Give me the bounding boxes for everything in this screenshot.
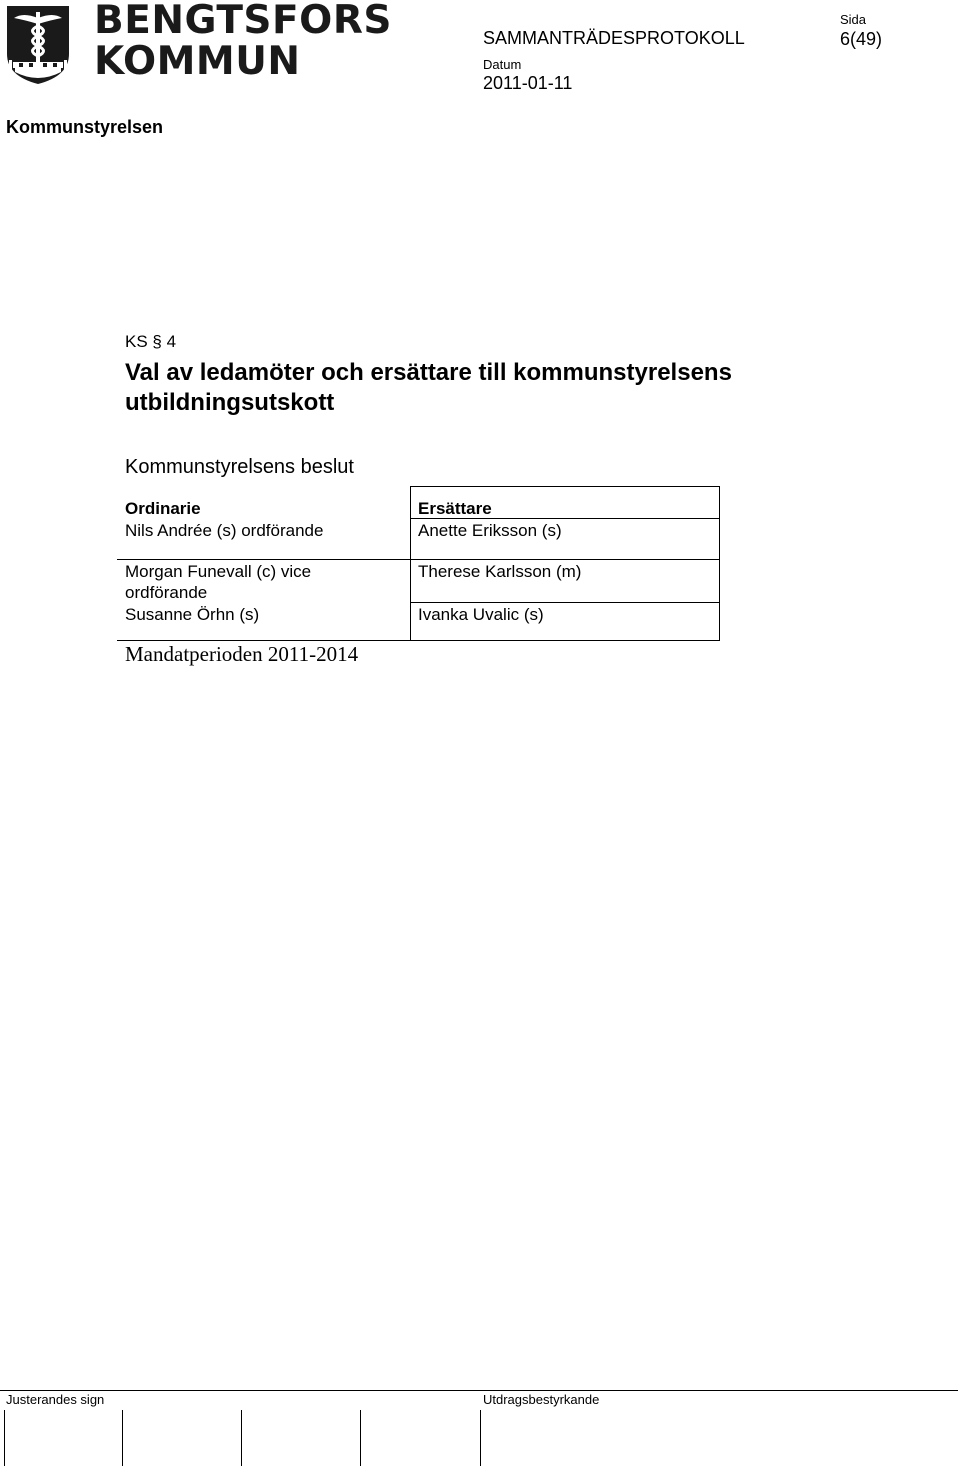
document-type: SAMMANTRÄDESPROTOKOLL [483,28,745,48]
agenda-item-title [125,358,825,418]
table-cell-ordinary-2: Morgan Funevall (c) vice [125,562,312,581]
table-cell-ordinary-2-cont: ordförande [125,583,208,602]
agenda-item-title-line2: utbildningsutskott [125,389,335,416]
agenda-item-title-line1: Val av ledamöter och ersättare till kommunstyrelsens [125,359,732,386]
table-cell-substitute-1: Anette Eriksson (s) [418,521,562,540]
municipality-name [94,0,392,82]
page-number: 6(49) [840,29,883,49]
column-header-substitute: Ersättare [418,499,492,518]
signature-box-divider [241,1410,242,1466]
meeting-date: 2011-01-11 [483,73,573,93]
table-border-top [410,486,720,487]
governing-body: Kommunstyrelsen [6,117,164,137]
decision-heading: Kommunstyrelsens beslut [125,456,354,478]
table-cell-ordinary-3: Susanne Örhn (s) [125,605,260,624]
extract-certification-label: Utdragsbestyrkande [483,1392,600,1407]
municipality-name-line1: BENGTSFORS [94,0,392,43]
table-border-row1 [117,559,720,560]
adjuster-signature-label: Justerandes sign [6,1392,105,1407]
table-border-bottom [117,640,720,641]
table-cell-substitute-3: Ivanka Uvalic (s) [418,605,544,624]
signature-box-divider [360,1410,361,1466]
table-border-right [719,486,720,641]
signature-box-divider [122,1410,123,1466]
table-cell-ordinary-1: Nils Andrée (s) ordförande [125,521,324,540]
date-label: Datum [483,57,522,72]
footer-divider [0,1390,958,1391]
member-table [117,486,720,641]
municipal-crest-icon [5,4,71,86]
table-border-middle [410,486,411,641]
signature-box-divider [4,1410,5,1466]
agenda-item-reference: KS § 4 [125,332,177,351]
table-border-row2 [410,602,720,603]
column-header-ordinary: Ordinarie [125,499,201,518]
page-label: Sida [840,12,867,27]
municipality-name-line2: KOMMUN [94,39,301,84]
mandate-period: Mandatperioden 2011-2014 [125,642,359,666]
signature-box-divider [480,1410,481,1466]
table-cell-substitute-2: Therese Karlsson (m) [418,562,582,581]
